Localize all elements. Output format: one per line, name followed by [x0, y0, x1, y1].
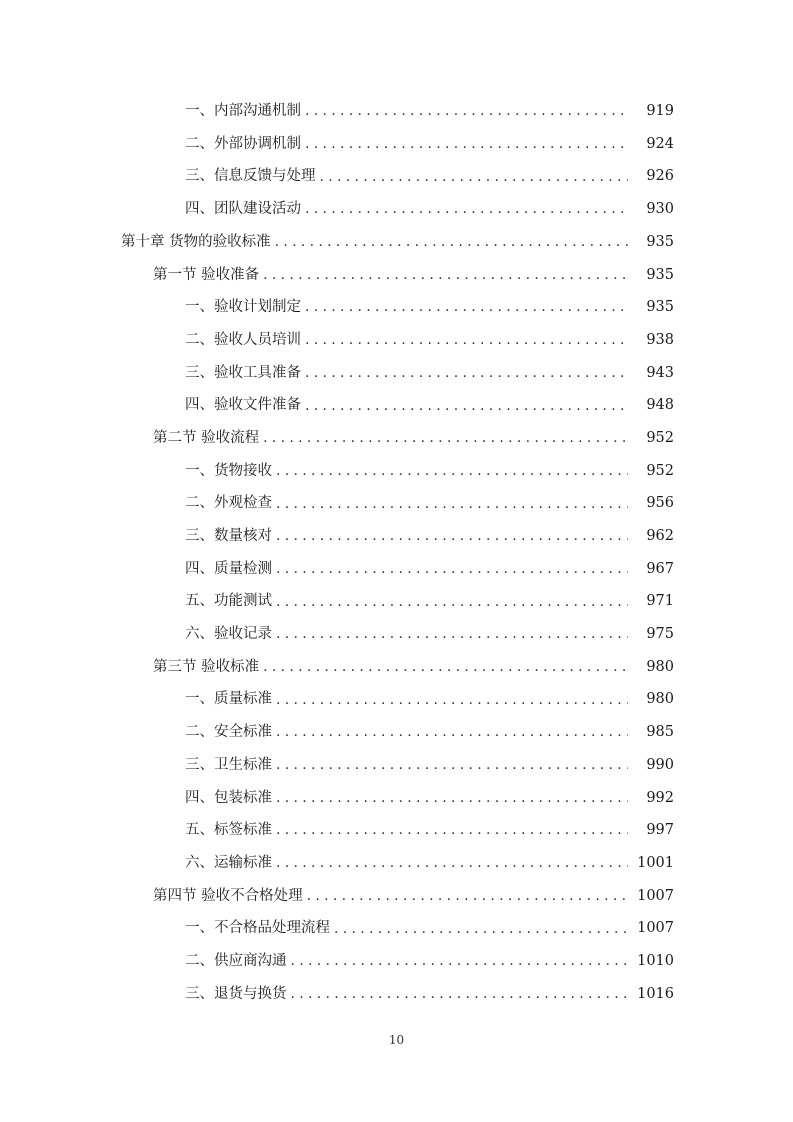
toc-entry-page-number: 980: [646, 658, 674, 675]
toc-entry-title: 五、功能测试: [185, 593, 272, 610]
toc-entry[interactable]: [0, 880, 793, 913]
toc-entry-page-number: 938: [646, 331, 674, 348]
toc-entry-title: 五、标签标准: [185, 822, 272, 839]
toc-entry[interactable]: [0, 945, 793, 978]
toc-entry[interactable]: [0, 716, 793, 749]
toc-entry-title: 一、质量标准: [185, 691, 272, 708]
toc-entry-page-number: 935: [646, 299, 674, 316]
toc-entry-page-number: 990: [646, 756, 674, 773]
toc-entry-title: 三、数量核对: [185, 528, 272, 545]
toc-entry-page-number: 985: [646, 724, 674, 741]
toc-entry-page-number: 930: [646, 201, 674, 218]
toc-entry-page-number: 935: [646, 266, 674, 283]
toc-entry-page-number: 967: [646, 560, 674, 577]
toc-entry-title: 三、验收工具准备: [185, 364, 301, 381]
toc-entry-page-number: 1010: [637, 952, 674, 969]
toc-entry-title: 四、质量检测: [185, 560, 272, 577]
toc-entry-page-number: 956: [646, 495, 674, 512]
toc-entry[interactable]: [0, 912, 793, 945]
toc-entry-page-number: 943: [646, 364, 674, 381]
toc-dot-leader: [305, 104, 628, 118]
toc-entry[interactable]: [0, 781, 793, 814]
toc-dot-leader: [276, 529, 628, 543]
toc-entry-page-number: 948: [646, 397, 674, 414]
toc-dot-leader: [276, 758, 628, 772]
toc-entry-title: 第一节 验收准备: [153, 266, 260, 283]
toc-entry-title: 三、退货与换货: [185, 985, 287, 1002]
toc-dot-leader: [276, 595, 628, 609]
table-of-contents: [0, 95, 793, 1010]
toc-entry[interactable]: [0, 553, 793, 586]
toc-entry-title: 一、货物接收: [185, 462, 272, 479]
toc-dot-leader: [263, 431, 628, 445]
toc-entry-title: 二、供应商沟通: [185, 952, 287, 969]
toc-dot-leader: [305, 399, 628, 413]
toc-entry-title: 第四节 验收不合格处理: [153, 887, 303, 904]
toc-dot-leader: [320, 170, 629, 184]
toc-entry-title: 四、包装标准: [185, 789, 272, 806]
toc-entry-page-number: 935: [646, 233, 674, 250]
page-number: 10: [388, 1033, 405, 1047]
toc-entry-page-number: 997: [646, 822, 674, 839]
toc-entry-page-number: 1001: [637, 854, 674, 871]
toc-entry-title: 四、团队建设活动: [185, 201, 301, 218]
toc-entry-title: 六、验收记录: [185, 626, 272, 643]
toc-entry[interactable]: [0, 455, 793, 488]
toc-entry[interactable]: [0, 226, 793, 259]
toc-dot-leader: [275, 235, 628, 249]
toc-entry[interactable]: [0, 291, 793, 324]
toc-entry-title: 三、信息反馈与处理: [185, 168, 316, 185]
toc-dot-leader: [305, 366, 628, 380]
toc-entry[interactable]: [0, 193, 793, 226]
toc-entry[interactable]: [0, 814, 793, 847]
toc-dot-leader: [276, 791, 628, 805]
toc-entry-page-number: 962: [646, 528, 674, 545]
toc-entry-title: 六、运输标准: [185, 854, 272, 871]
toc-entry-title: 二、外部协调机制: [185, 135, 301, 152]
toc-entry[interactable]: [0, 749, 793, 782]
toc-entry-page-number: 1016: [637, 985, 674, 1002]
toc-entry-title: 第二节 验收流程: [153, 429, 260, 446]
toc-entry-page-number: 924: [646, 135, 674, 152]
toc-entry-title: 三、卫生标准: [185, 756, 272, 773]
toc-entry[interactable]: [0, 357, 793, 390]
toc-entry-page-number: 980: [646, 691, 674, 708]
toc-dot-leader: [276, 823, 628, 837]
toc-dot-leader: [291, 987, 629, 1001]
toc-entry[interactable]: [0, 520, 793, 553]
toc-entry-title: 第三节 验收标准: [153, 658, 260, 675]
toc-dot-leader: [305, 202, 628, 216]
toc-entry-title: 二、验收人员培训: [185, 331, 301, 348]
toc-entry[interactable]: [0, 422, 793, 455]
toc-dot-leader: [276, 562, 628, 576]
toc-dot-leader: [305, 333, 628, 347]
toc-dot-leader: [305, 300, 628, 314]
toc-dot-leader: [276, 693, 628, 707]
toc-dot-leader: [276, 627, 628, 641]
toc-dot-leader: [305, 137, 628, 151]
toc-entry-page-number: 1007: [637, 920, 674, 937]
toc-entry-page-number: 952: [646, 462, 674, 479]
toc-dot-leader: [263, 268, 628, 282]
toc-entry[interactable]: [0, 389, 793, 422]
toc-entry[interactable]: [0, 651, 793, 684]
toc-entry-page-number: 926: [646, 168, 674, 185]
toc-entry[interactable]: [0, 128, 793, 161]
toc-entry-page-number: 971: [646, 593, 674, 610]
toc-entry-title: 第十章 货物的验收标准: [121, 233, 271, 250]
toc-dot-leader: [276, 725, 628, 739]
toc-dot-leader: [291, 954, 629, 968]
toc-entry-title: 二、外观检查: [185, 495, 272, 512]
toc-entry-title: 二、安全标准: [185, 724, 272, 741]
toc-entry-title: 四、验收文件准备: [185, 397, 301, 414]
toc-entry-title: 一、内部沟通机制: [185, 103, 301, 120]
toc-entry[interactable]: [0, 618, 793, 651]
toc-entry[interactable]: [0, 847, 793, 880]
toc-entry[interactable]: [0, 95, 793, 128]
toc-dot-leader: [334, 922, 628, 936]
toc-entry[interactable]: [0, 585, 793, 618]
toc-dot-leader: [276, 497, 628, 511]
toc-dot-leader: [276, 464, 628, 478]
toc-dot-leader: [263, 660, 628, 674]
toc-entry[interactable]: [0, 324, 793, 357]
toc-dot-leader: [276, 856, 628, 870]
toc-entry-title: 一、不合格品处理流程: [185, 920, 330, 937]
toc-entry[interactable]: [0, 683, 793, 716]
toc-entry-title: 一、验收计划制定: [185, 299, 301, 316]
toc-entry-page-number: 1007: [637, 887, 674, 904]
toc-entry-page-number: 992: [646, 789, 674, 806]
toc-entry[interactable]: [0, 258, 793, 291]
toc-entry[interactable]: [0, 160, 793, 193]
toc-entry-page-number: 952: [646, 429, 674, 446]
toc-entry[interactable]: [0, 487, 793, 520]
toc-entry-page-number: 919: [646, 103, 674, 120]
toc-entry[interactable]: [0, 978, 793, 1011]
toc-entry-page-number: 975: [646, 626, 674, 643]
toc-dot-leader: [307, 889, 628, 903]
